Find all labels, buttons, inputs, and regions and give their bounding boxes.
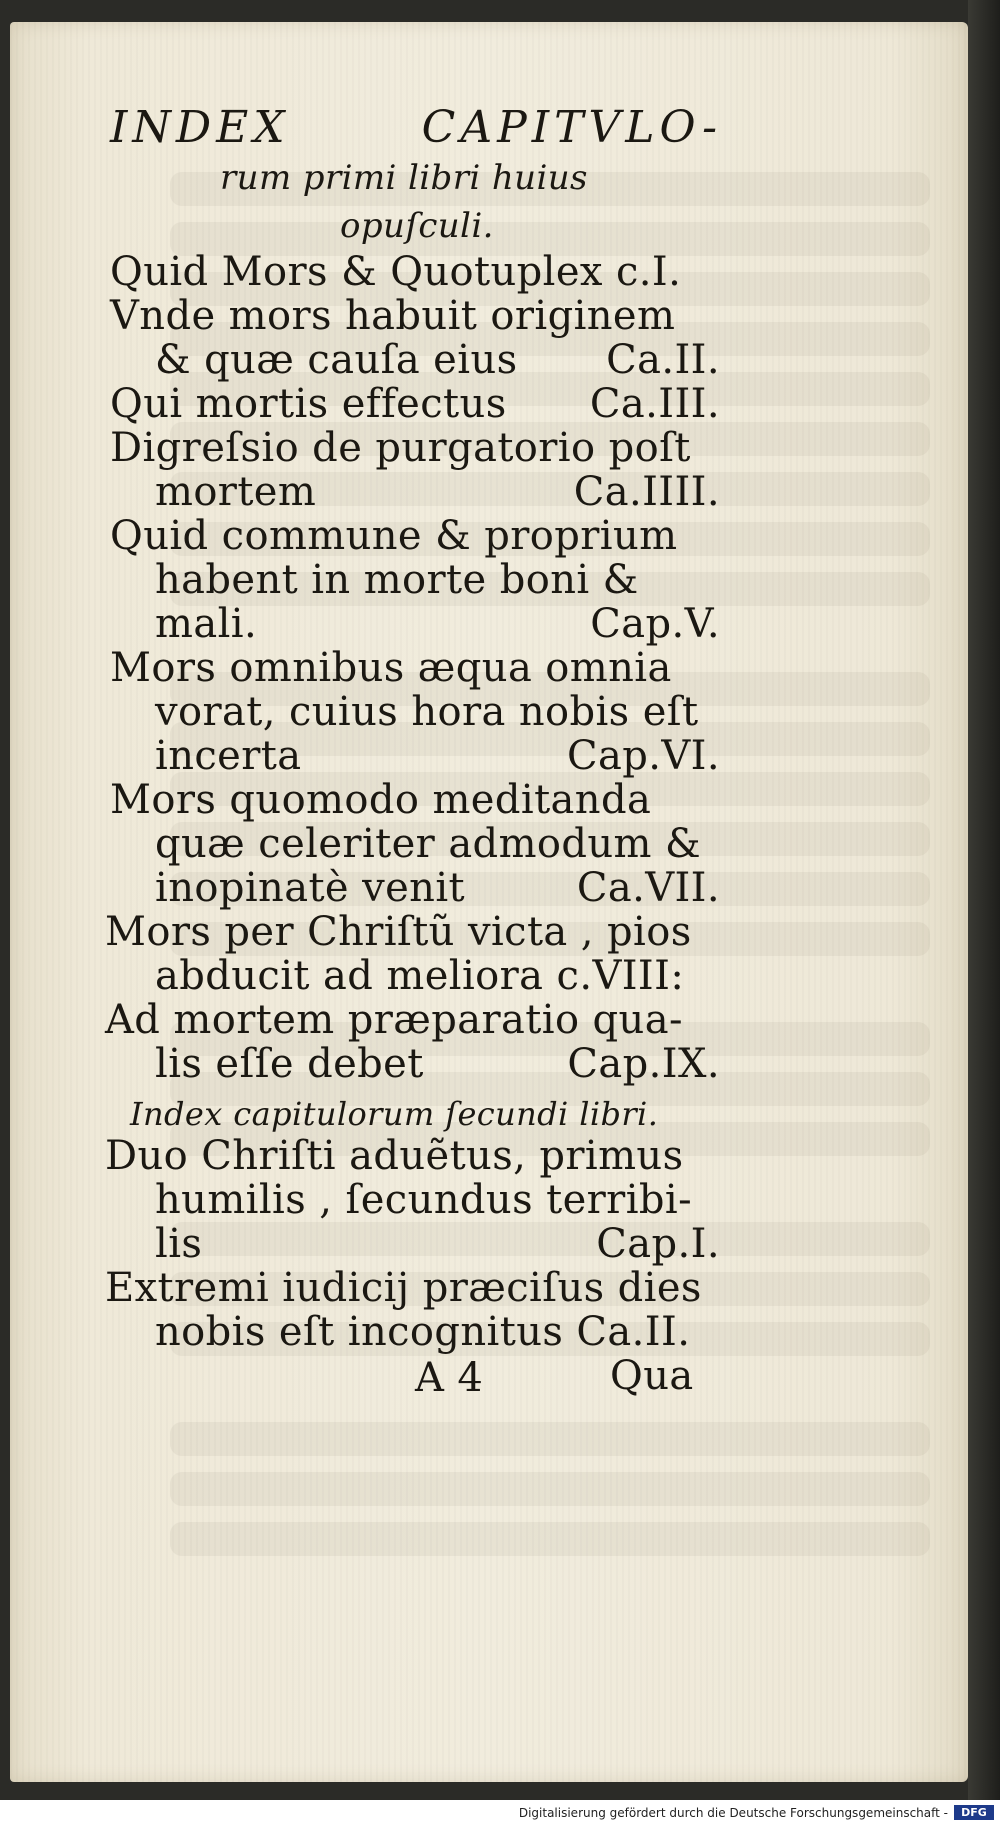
book1-entry-text: habent in morte boni & (155, 557, 639, 603)
book1-entry-text: incerta (155, 733, 302, 779)
book1-entry (110, 644, 672, 692)
book1-entry (155, 600, 720, 648)
heading-index-word: INDEX (110, 102, 290, 153)
book1-entry-text: Mors per Chriſtũ victa , pios (105, 909, 692, 955)
book1-entry-text: quæ celeriter admodum & (155, 821, 701, 867)
book1-entry (155, 556, 639, 604)
dfg-logo: DFG (954, 1805, 994, 1820)
book1-entry (155, 688, 698, 736)
book1-entry-text: lis eſſe debet (155, 1041, 424, 1087)
book1-entry (155, 468, 720, 516)
index-heading-line3: opuſculi. (340, 206, 494, 246)
heading-capitulo-word: CAPITVLO- (421, 102, 722, 153)
book1-entry-text: Vnde mors habuit originem (110, 293, 676, 339)
book1-chapter-ref: Ca.II. (606, 337, 720, 383)
book1-entry (110, 248, 681, 296)
digitization-footer (0, 1800, 1000, 1827)
book2-index-heading: Index capitulorum ſecundi libri. (130, 1095, 659, 1133)
book1-entry-text: inopinatè venit (155, 865, 466, 911)
book2-entry-text: lis (155, 1221, 203, 1267)
book1-entry (155, 732, 720, 780)
funding-credit: Digitalisierung gefördert durch die Deutsche Forschungsgemeinschaft - (518, 1806, 948, 1820)
index-heading-line2: rum primi libri huius (220, 158, 588, 198)
book1-entry (110, 776, 651, 824)
book1-entry-text: Mors omnibus æqua omnia (110, 645, 672, 691)
book2-entry (105, 1132, 684, 1180)
book1-entry (105, 908, 692, 956)
book1-entry-text: Mors quomodo meditanda (110, 777, 652, 823)
book1-entry (110, 512, 677, 560)
book1-entry-text: mortem (155, 469, 317, 515)
book2-entry (155, 1220, 720, 1268)
book1-entry (110, 292, 675, 340)
book1-entry (110, 424, 691, 472)
book1-chapter-ref: Ca.III. (589, 381, 720, 427)
book1-entry-text: vorat, cuius hora nobis eſt (155, 689, 699, 735)
book1-entry-text: mali. (155, 601, 258, 647)
index-heading-line1 (110, 104, 722, 152)
book1-entry (155, 864, 720, 912)
book2-chapter-ref: Cap.I. (596, 1221, 720, 1267)
book1-entry-text: Quid Mors & Quotuplex c.I. (110, 249, 682, 295)
book1-entry (105, 996, 683, 1044)
book1-entry-text: & quæ cauſa eius (155, 337, 518, 383)
book1-entry (155, 952, 684, 1000)
book1-chapter-ref: Cap.IX. (567, 1041, 720, 1087)
book-page (10, 22, 968, 1782)
book1-chapter-ref: Ca.VII. (576, 865, 720, 911)
book2-entry (105, 1264, 702, 1312)
book2-entry (155, 1308, 690, 1356)
book2-entry-text: Duo Chriſti aduẽtus, primus (105, 1133, 684, 1179)
book1-entry (155, 820, 701, 868)
book2-entry-text: nobis eſt incognitus Ca.II. (155, 1309, 691, 1355)
book1-entry (110, 380, 720, 428)
book2-entry-text: Extremi iudicij præciſus dies (105, 1265, 702, 1311)
book1-chapter-ref: Cap.V. (590, 601, 720, 647)
catchword: Qua (610, 1353, 694, 1399)
book2-entry (155, 1176, 692, 1224)
signature-mark: A 4 (415, 1355, 484, 1401)
book1-entry-text: Ad mortem præparatio qua- (105, 997, 683, 1043)
book1-entry-text: Digreſsio de purgatorio poſt (110, 425, 691, 471)
book1-chapter-ref: Cap.VI. (567, 733, 720, 779)
book1-entry (155, 336, 720, 384)
book1-entry (155, 1040, 720, 1088)
page-edge-shadow (968, 0, 1000, 1800)
book1-entry-text: Quid commune & proprium (110, 513, 678, 559)
book2-entry-text: humilis , ſecundus terribi- (155, 1177, 693, 1223)
book1-entry-text: Qui mortis effectus (110, 381, 507, 427)
book1-chapter-ref: Ca.IIII. (573, 469, 720, 515)
book1-entry-text: abducit ad meliora c.VIII: (155, 953, 685, 999)
